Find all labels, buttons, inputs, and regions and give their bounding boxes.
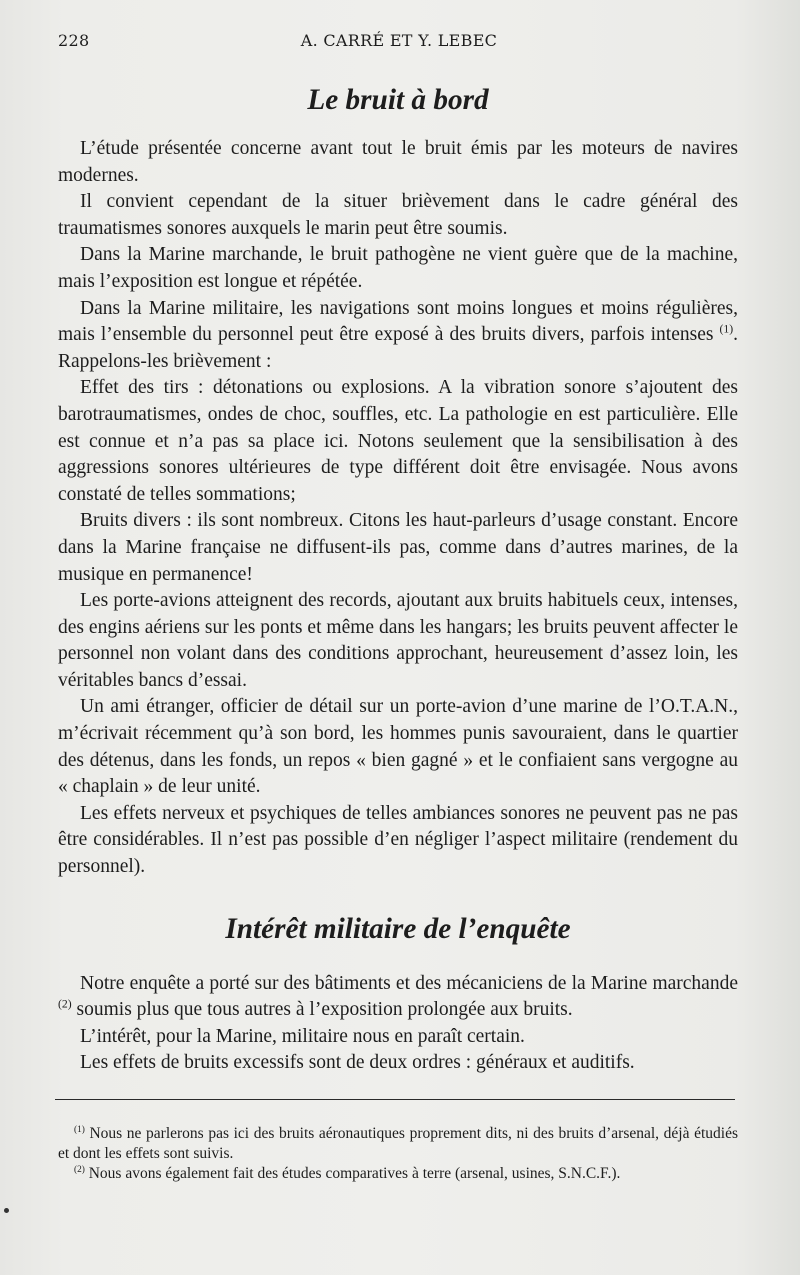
footnote-2 bbox=[58, 1164, 738, 1184]
paragraph-text: Dans la Marine militaire, les navigations sont moins longues et moins régulières, mais l’ensemble du personnel peut être exposé à des bruits divers, parfois intenses bbox=[58, 297, 738, 346]
footnote-text: Nous avons également fait des études comparatives à terre (arsenal, usines, S.N.C.F.). bbox=[84, 1165, 621, 1182]
footnote-marker-1: (1) bbox=[74, 1124, 85, 1135]
paragraph: L’étude présentée concerne avant tout le bruit émis par les moteurs de navires modernes. bbox=[58, 138, 738, 186]
paragraph: Les porte-avions atteignent des records, ajoutant aux bruits habituels ceux, intenses, des engins aériens sur les ponts et même dans les hangars; les bruits peuvent affecter le personnel non volant dans des conditions approchant, heureusement d’assez loin, les véritables bancs d’essai. bbox=[58, 590, 738, 691]
paragraph-text: Notre enquête a porté sur des bâtiments et des mécaniciens de la Marine marchande bbox=[80, 972, 738, 994]
paragraph: Un ami étranger, officier de détail sur un porte-avion d’une marine de l’O.T.A.N., m’écrivait récemment qu’à son bord, les hommes punis savouraient, dans le quartier des détenus, dans les fonds, un repos « bien gagné » et le confiaient sans vergogne au « chaplain » de leur unité. bbox=[58, 696, 738, 798]
running-title: A. CARRÉ ET Y. LEBEC bbox=[300, 31, 498, 50]
footnote-ref-1: (1) bbox=[719, 322, 734, 336]
footnote-1 bbox=[58, 1124, 738, 1164]
footnote-ref-2: (2) bbox=[58, 997, 72, 1011]
article-body bbox=[58, 86, 738, 1077]
paragraph bbox=[58, 971, 738, 1024]
footnotes bbox=[58, 1124, 738, 1184]
section-title-bruit-a-bord: Le bruit à bord bbox=[307, 84, 489, 116]
paragraph-text: soumis plus que tous autres à l’exposition prolongée aux bruits. bbox=[71, 999, 573, 1021]
footnote-text: Nous ne parlerons pas ici des bruits aéronautiques proprement dits, ni des bruits d’arsenal, déjà étudiés et dont les effets sont suivis. bbox=[58, 1125, 738, 1162]
footnote-marker-2: (2) bbox=[74, 1164, 85, 1175]
running-header bbox=[58, 31, 740, 55]
paragraph: Les effets nerveux et psychiques de telles ambiances sonores ne peuvent pas ne pas être considérables. Il n’est pas possible d’en négliger l’aspect militaire (rendement du personnel). bbox=[58, 802, 738, 878]
paragraph: Les effets de bruits excessifs sont de deux ordres : généraux et auditifs. bbox=[80, 1052, 635, 1074]
page-number: 228 bbox=[58, 31, 90, 50]
paragraph bbox=[58, 296, 738, 376]
paragraph: Dans la Marine marchande, le bruit pathogène ne vient guère que de la machine, mais l’exposition est longue et répétée. bbox=[58, 244, 738, 292]
paragraph-text: . Rappelons-les brièvement : bbox=[58, 324, 738, 372]
margin-speck bbox=[4, 1208, 9, 1213]
paragraph: Bruits divers : ils sont nombreux. Citons les haut-parleurs d’usage constant. Encore dans la Marine française ne diffusent-ils pas, comme dans d’autres marines, de la musique en permanence! bbox=[58, 510, 738, 585]
paragraph: Effet des tirs : détonations ou explosions. A la vibration sonore s’ajoutent des barotraumatismes, ondes de choc, souffles, etc. La pathologie en est particulière. Elle est connue et n’a pas sa place ici. Notons seulement que la sensibilisation à des aggressions sonores ultérieures de type différent doit être envisagée. Nous avons constaté de telles sommations; bbox=[58, 377, 738, 505]
footnote-divider bbox=[55, 1099, 735, 1100]
paragraph: Il convient cependant de la situer brièvement dans le cadre général des traumatismes sonores auxquels le marin peut être soumis. bbox=[58, 191, 738, 239]
section-title-interet-militaire: Intérêt militaire de l’enquête bbox=[225, 912, 571, 945]
paragraph: L’intérêt, pour la Marine, militaire nous en paraît certain. bbox=[80, 1025, 525, 1047]
